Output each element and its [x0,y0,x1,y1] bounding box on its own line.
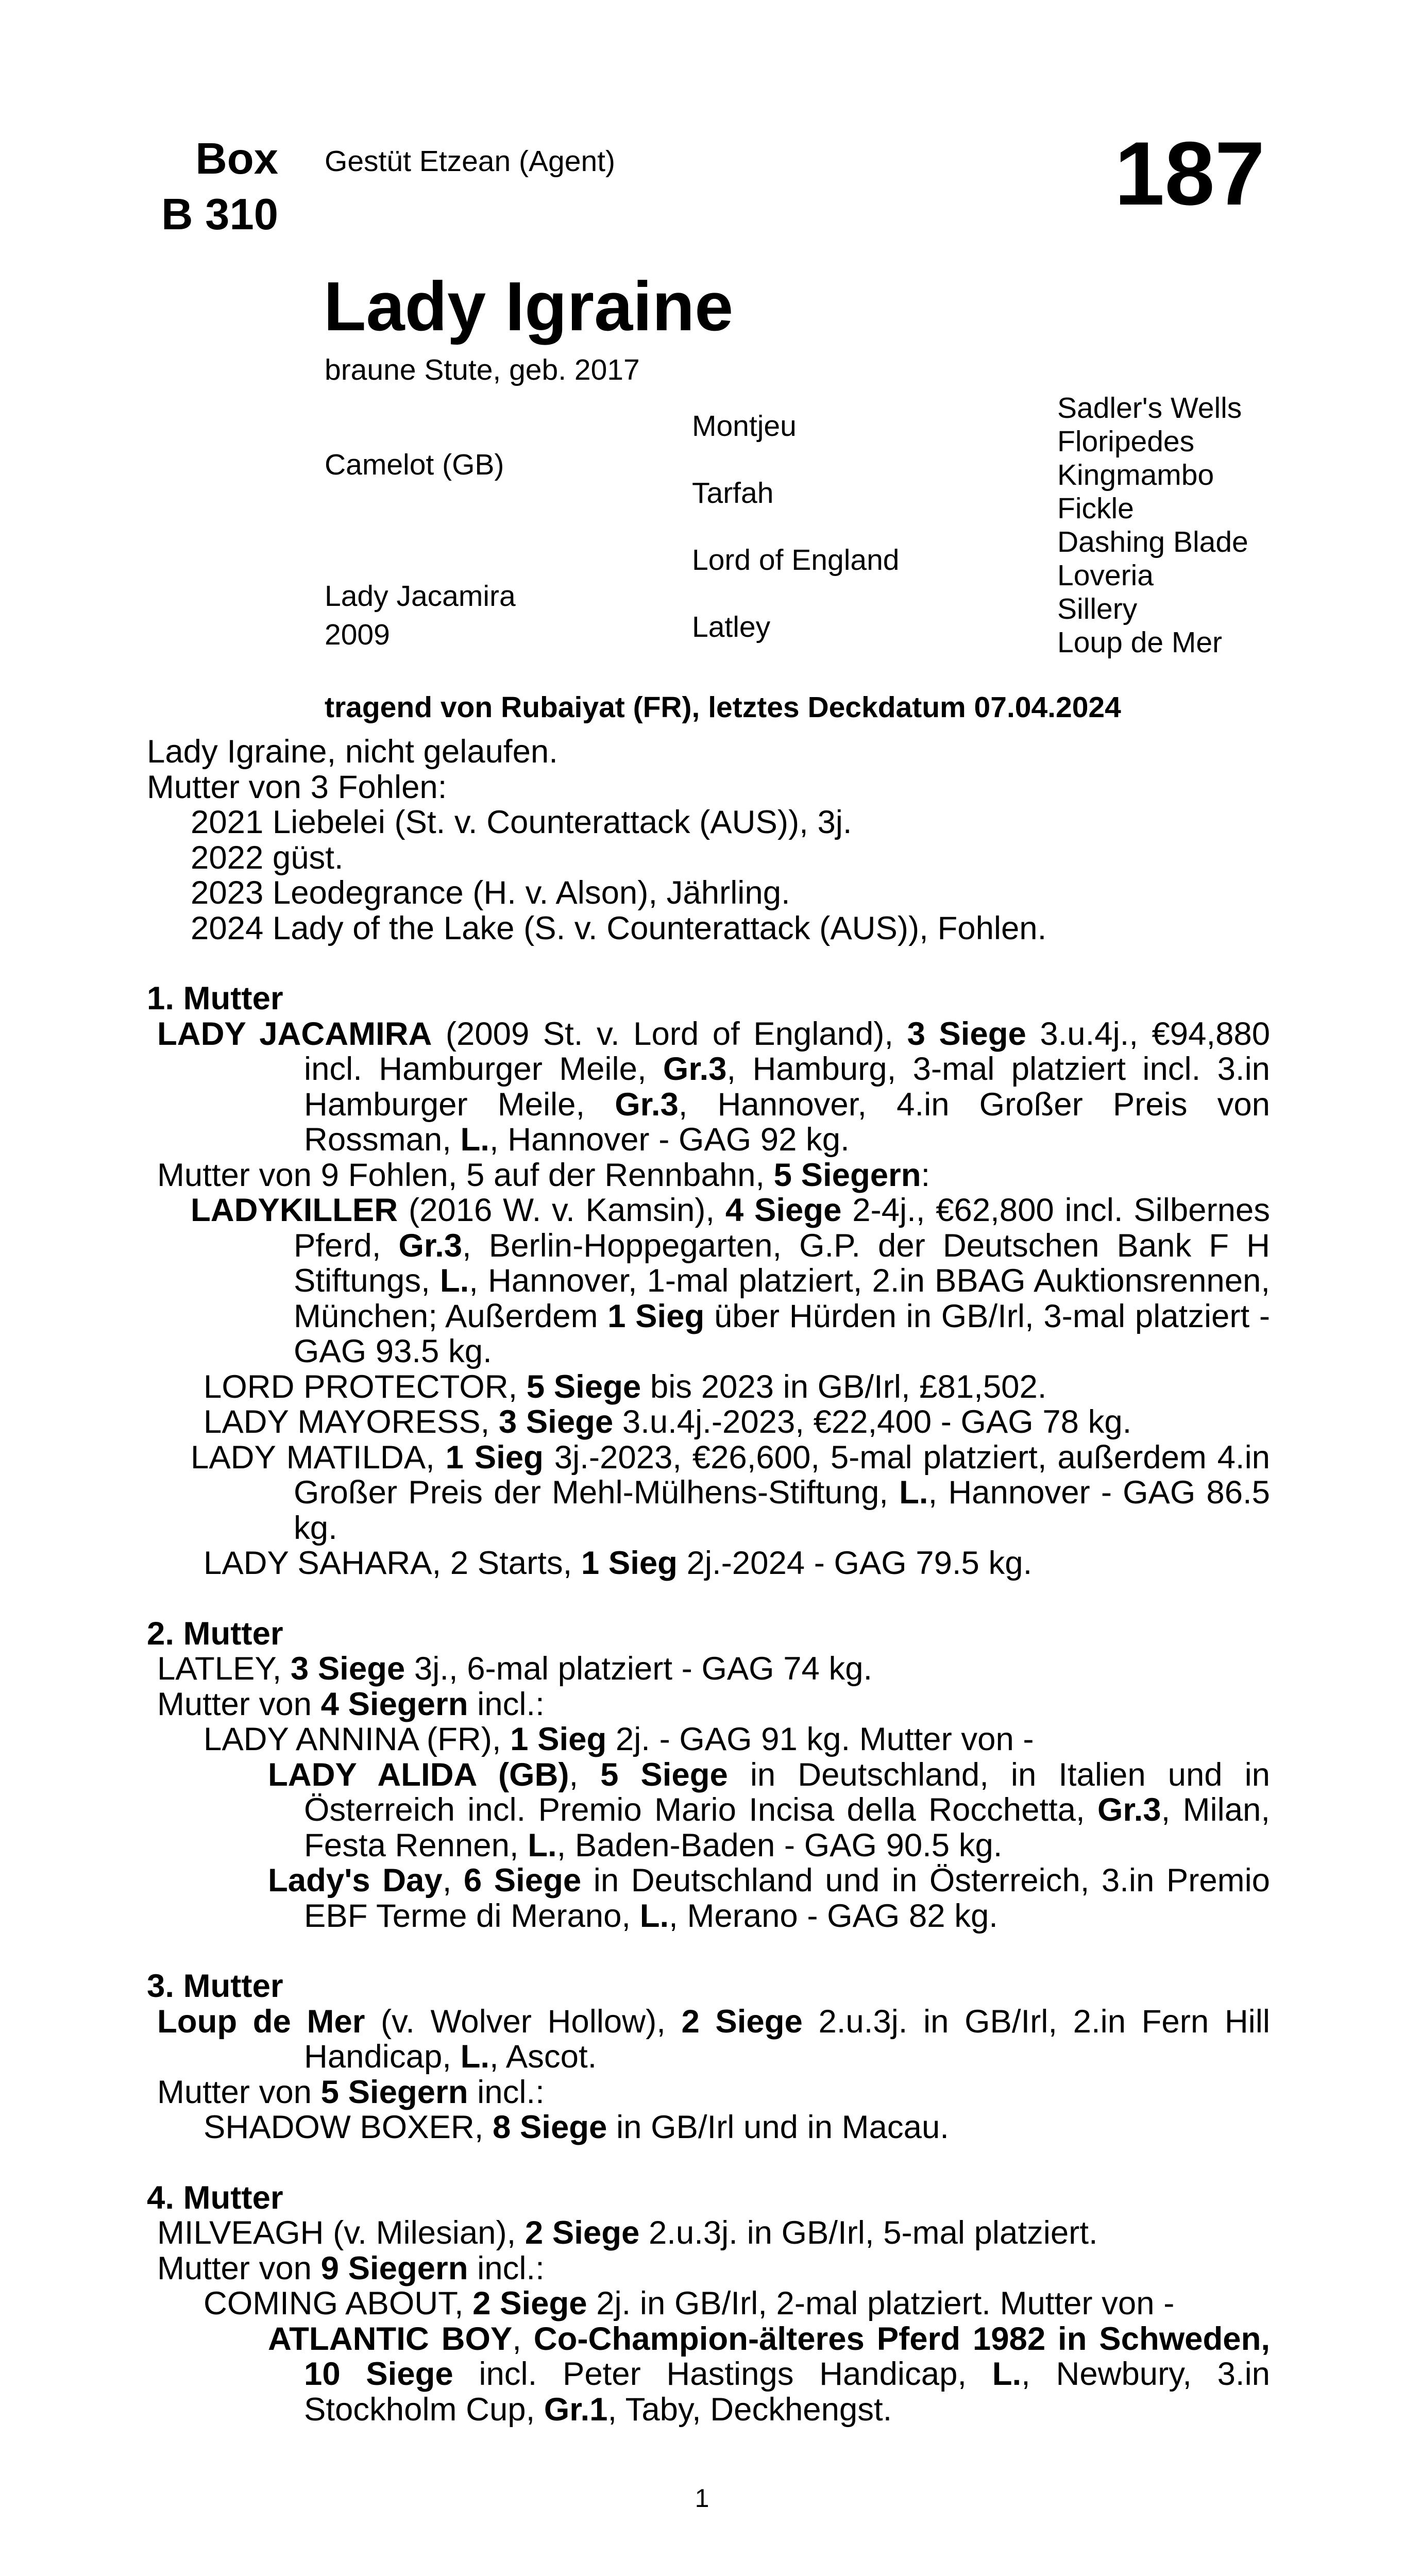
section-heading-third-dam: 3. Mutter [147,1968,283,2004]
page-number: 1 [695,2484,709,2513]
pedigree-gen3: Loveria [1057,559,1154,592]
horse-name: Lady Igraine [324,267,734,345]
foal-entry: 2024 Lady of the Lake (S. v. Counterattack (AUS)), Fohlen. [191,910,1047,946]
foal-count: Mutter von 3 Fohlen: [147,769,447,805]
dam-record-lady-jacamira: LADY JACAMIRA (2009 St. v. Lord of England), 3 Siege 3.u.4j., €94,880 incl. Hamburger Meile, Gr.3, Hamburg, 3-mal platziert incl. 3.in Hamburger Meile, Gr.3, Hannover, 4.in Großer Preis von Rossman, L., Hannover - GAG 92 kg. [157,1015,1271,1158]
dam-record-loup-de-mer: Loup de Mer (v. Wolver Hollow), 2 Siege 2.u.3j. in GB/Irl, 2.in Fern Hill Handicap, L., Ascot. [157,2003,1270,2075]
pedigree-dam: Lady Jacamira [325,580,516,613]
horse-description: braune Stute, geb. 2017 [325,353,640,386]
race-summary: Lady Igraine, nicht gelaufen. [147,734,558,770]
dam-record-latley: LATLEY, 3 Siege 3j., 6-mal platziert - GAG 74 kg. [157,1651,873,1687]
box-number: B 310 [161,190,278,239]
foal-entry: 2023 Leodegrance (H. v. Alson), Jährling. [191,875,790,911]
pedigree-gen3: Fickle [1057,492,1134,525]
dam-produce-summary: Mutter von 4 Siegern incl.: [157,1686,545,1722]
pedigree-gen3: Kingmambo [1057,459,1214,492]
box-title: Box [195,134,278,183]
offspring-lady-annina: LADY ANNINA (FR), 1 Sieg 2j. - GAG 91 kg. Mutter von - [204,1721,1034,1757]
offspring-ladykiller: LADYKILLER (2016 W. v. Kamsin), 4 Siege 2-4j., €62,800 incl. Silbernes Pferd, Gr.3, Berlin-Hoppegarten, G.P. der Deutschen Bank F H Stiftungs, L., Hannover, 1-mal platziert, 2.in BBAG Auktionsrennen, München; Außerdem 1 Sieg über Hürden in GB/Irl, 3-mal platziert - GAG 93.5 kg. [191,1192,1271,1369]
foal-entry: 2021 Liebelei (St. v. Counterattack (AUS)), 3j. [191,804,852,840]
offspring-lady-matilda: LADY MATILDA, 1 Sieg 3j.-2023, €26,600, 5-mal platziert, außerdem 4.in Großer Preis der Mehl-Mülhens-Stiftung, L., Hannover - GAG 86.5 kg. [191,1439,1271,1546]
foal-entry: 2022 güst. [191,839,344,876]
grand-offspring-atlantic-boy: ATLANTIC BOY, Co-Champion-älteres Pferd 1982 in Schweden, 10 Siege incl. Peter Hastings Handicap, L., Newbury, 3.in Stockholm Cup, Gr.1, Taby, Deckhengst. [268,2320,1270,2428]
pedigree-gen3: Sillery [1057,592,1138,625]
pedigree-gen3: Dashing Blade [1057,526,1248,558]
produce-record [147,734,1270,2427]
offspring-lady-sahara: LADY SAHARA, 2 Starts, 1 Sieg 2j.-2024 - GAG 79.5 kg. [204,1545,1033,1581]
offspring-shadow-boxer: SHADOW BOXER, 8 Siege in GB/Irl und in Macau. [204,2109,949,2145]
dam-produce-summary: Mutter von 9 Fohlen, 5 auf der Rennbahn, 5 Siegern: [157,1157,931,1193]
offspring-coming-about: COMING ABOUT, 2 Siege 2j. in GB/Irl, 2-mal platziert. Mutter von - [204,2285,1175,2321]
pregnancy-note: tragend von Rubaiyat (FR), letztes Deckdatum 07.04.2024 [325,691,1121,724]
consignor: Gestüt Etzean (Agent) [325,145,615,178]
lot-number: 187 [1114,124,1265,224]
pedigree-dam-year: 2009 [325,618,390,651]
section-heading-second-dam: 2. Mutter [147,1615,283,1652]
section-heading-fourth-dam: 4. Mutter [147,2179,283,2216]
box-label [139,131,278,243]
grand-offspring-ladys-day: Lady's Day, 6 Siege in Deutschland und in Österreich, 3.in Premio EBF Terme di Merano, L., Merano - GAG 82 kg. [268,1862,1270,1934]
pedigree-gen2: Tarfah [692,477,774,510]
dam-record-milveagh: MILVEAGH (v. Milesian), 2 Siege 2.u.3j. in GB/Irl, 5-mal platziert. [157,2215,1098,2251]
dam-produce-summary: Mutter von 9 Siegern incl.: [157,2250,545,2286]
dam-produce-summary: Mutter von 5 Siegern incl.: [157,2074,545,2110]
pedigree-gen2: Lord of England [692,544,900,577]
pedigree-gen2: Latley [692,611,771,643]
pedigree-sire: Camelot (GB) [325,448,504,481]
pedigree-gen3: Sadler's Wells [1057,392,1242,425]
section-heading-first-dam: 1. Mutter [147,980,283,1016]
pedigree-gen3: Floripedes [1057,425,1195,458]
grand-offspring-lady-alida: LADY ALIDA (GB), 5 Siege in Deutschland, in Italien und in Österreich incl. Premio Mario Incisa della Rocchetta, Gr.3, Milan, Festa Rennen, L., Baden-Baden - GAG 90.5 kg. [268,1756,1271,1863]
offspring-lord-protector: LORD PROTECTOR, 5 Siege bis 2023 in GB/Irl, £81,502. [204,1368,1047,1405]
offspring-lady-mayoress: LADY MAYORESS, 3 Siege 3.u.4j.-2023, €22,400 - GAG 78 kg. [204,1404,1132,1440]
pedigree-gen2: Montjeu [692,410,797,443]
pedigree-gen3: Loup de Mer [1057,626,1223,659]
